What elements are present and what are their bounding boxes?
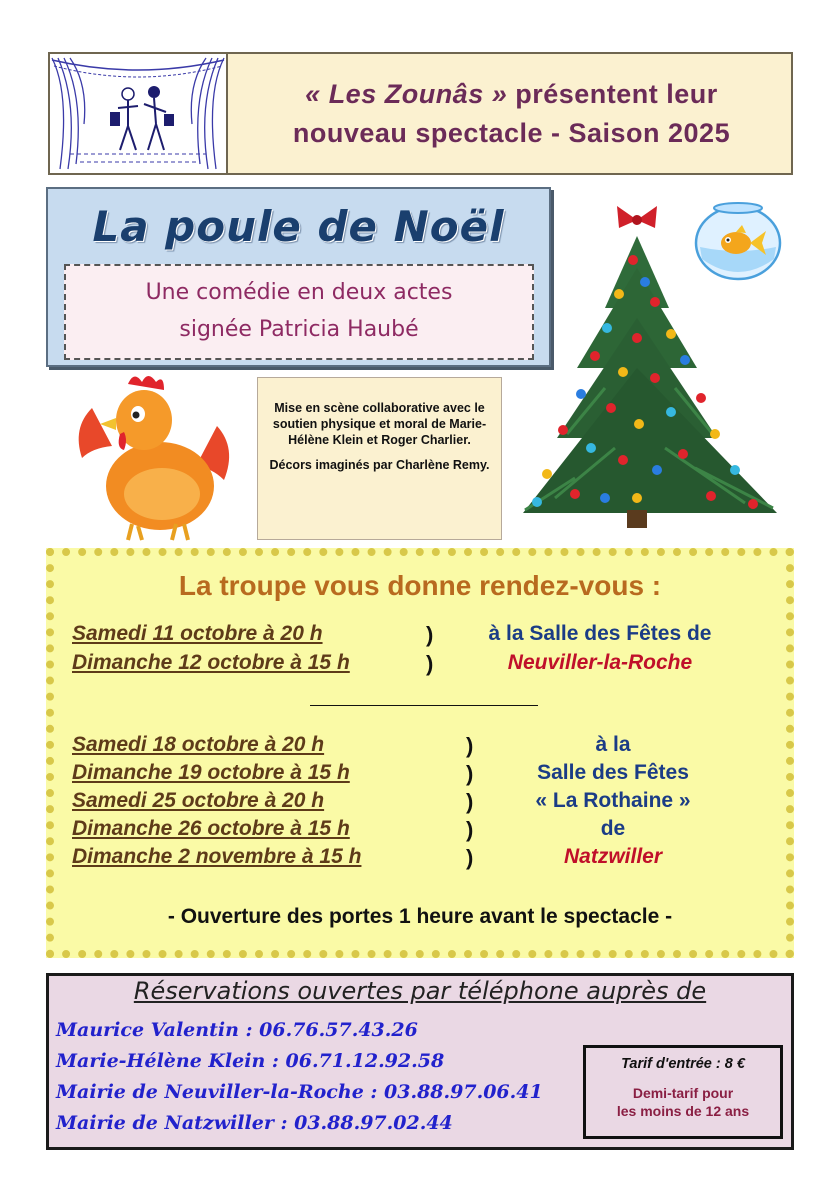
paren-mark: )	[466, 733, 474, 758]
date-row: Dimanche 2 novembre à 15 h	[72, 845, 362, 868]
contact-row	[56, 1081, 543, 1103]
contact-name: Maurice Valentin :	[56, 1019, 253, 1041]
contact-row	[56, 1112, 453, 1134]
paren-mark: )	[426, 651, 434, 676]
hen-illustration	[72, 368, 237, 543]
tarif-half-line-2: les moins de 12 ans	[616, 1103, 750, 1119]
contact-phone[interactable]: 03.88.97.06.41	[384, 1081, 543, 1103]
date-row: Samedi 25 octobre à 20 h	[72, 789, 325, 812]
venue-town: Neuviller-la-Roche	[507, 651, 693, 674]
credits-sets: Décors imaginés par Charlène Remy.	[269, 458, 490, 472]
reservations-title: Réservations ouvertes par téléphone auprès de	[133, 977, 707, 1005]
header-line-1-rest: présentent leur	[507, 78, 718, 109]
venue-line: de	[600, 817, 626, 840]
header-text	[230, 52, 793, 175]
tarif-half-line-1: Demi-tarif pour	[632, 1085, 734, 1101]
tarif-panel	[583, 1045, 783, 1139]
subtitle-line-2: signée Patricia Haubé	[179, 317, 419, 342]
paren-mark: )	[466, 845, 474, 870]
date-row: Dimanche 26 octobre à 15 h	[72, 817, 350, 840]
contact-name: Marie-Hélène Klein :	[56, 1050, 279, 1072]
tarif-price: Tarif d'entrée : 8 €	[621, 1056, 745, 1072]
show-subtitle	[64, 274, 534, 348]
paren-mark: )	[466, 761, 474, 786]
contact-phone[interactable]: 03.88.97.02.44	[294, 1112, 453, 1134]
header-line-1	[305, 75, 718, 114]
tarif-half-price	[586, 1084, 780, 1120]
doors-opening-note: - Ouverture des portes 1 heure avant le spectacle -	[167, 905, 673, 928]
paren-mark: )	[466, 817, 474, 842]
date-row: Samedi 18 octobre à 20 h	[72, 733, 325, 756]
contact-phone[interactable]: 06.71.12.92.58	[285, 1050, 445, 1072]
christmas-tree-illustration	[515, 198, 790, 538]
show-title: La poule de Noël	[92, 202, 505, 251]
date-row: Dimanche 12 octobre à 15 h	[72, 651, 350, 674]
contact-name: Mairie de Neuviller-la-Roche :	[56, 1081, 378, 1103]
credits-panel	[257, 377, 502, 540]
contact-row	[56, 1050, 444, 1072]
rendezvous-title: La troupe vous donne rendez-vous :	[178, 570, 662, 601]
header-line-2: nouveau spectacle - Saison 2025	[292, 117, 731, 148]
contact-row	[56, 1019, 418, 1041]
contact-name: Mairie de Natzwiller :	[56, 1112, 288, 1134]
theatre-stage-illustration	[48, 52, 228, 175]
venue-line: « La Rothaine »	[535, 789, 691, 812]
subtitle-line-1: Une comédie en deux actes	[145, 280, 453, 305]
contact-phone[interactable]: 06.76.57.43.26	[259, 1019, 418, 1041]
date-row: Dimanche 19 octobre à 15 h	[72, 761, 350, 784]
separator-line	[310, 705, 538, 706]
paren-mark: )	[426, 622, 434, 647]
venue-line: Salle des Fêtes	[537, 761, 689, 784]
date-row: Samedi 11 octobre à 20 h	[72, 622, 323, 645]
venue-line: à la	[595, 733, 631, 756]
venue-town: Natzwiller	[563, 845, 663, 868]
troupe-name: « Les Zounâs »	[305, 78, 508, 109]
paren-mark: )	[466, 789, 474, 814]
venue-line: à la Salle des Fêtes de	[488, 622, 712, 645]
credits-staging: Mise en scène collaborative avec le soutien physique et moral de Marie-Hélène Klein et Roger Charlier.	[272, 401, 487, 447]
